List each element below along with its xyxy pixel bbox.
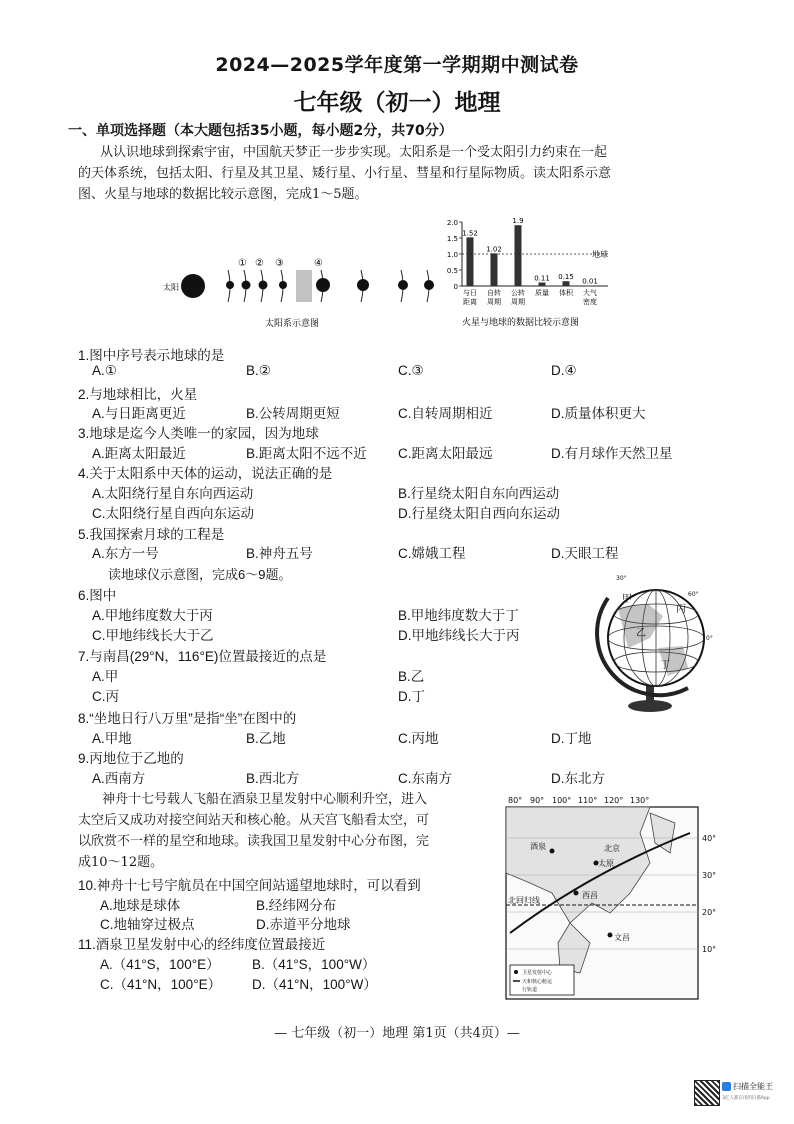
asteroid-belt <box>296 270 312 302</box>
question-1: 1.图中序号表示地球的是 <box>78 348 225 363</box>
q5-option-c[interactable]: C.嫦娥工程 <box>398 546 466 561</box>
q8-option-a[interactable]: A.甲地 <box>92 731 132 746</box>
category-label: 大气 <box>583 289 597 297</box>
y-tick-label: 0 <box>453 283 458 291</box>
q4-option-b[interactable]: B.行星绕太阳自东向西运动 <box>398 486 560 501</box>
q5-option-b[interactable]: B.神舟五号 <box>246 546 313 561</box>
planet-icon <box>259 281 268 290</box>
planet-icon <box>398 280 408 290</box>
category-label: 与日 <box>463 289 477 297</box>
launch-center-map <box>500 793 728 1003</box>
chart-bar <box>491 253 498 286</box>
globe-label-ding: 丁 <box>660 660 670 671</box>
intro-6-9: 读地球仪示意图，完成6～9题。 <box>108 567 292 582</box>
intro-line: 图、火星与地球的数据比较示意图，完成1～5题。 <box>78 187 368 202</box>
q1-option-c[interactable]: C.③ <box>398 363 424 378</box>
bar-value-label: 1.02 <box>486 245 502 254</box>
q9-option-d[interactable]: D.东北方 <box>551 771 605 786</box>
bar-value-label: 0.11 <box>534 274 550 283</box>
question-10: 10.神舟十七号宇航员在中国空间站遥望地球时，可以看到 <box>78 878 421 893</box>
q8-option-b[interactable]: B.乙地 <box>246 731 286 746</box>
planet-icon <box>279 281 287 289</box>
q7-option-c[interactable]: C.丙 <box>92 689 119 704</box>
legend-item: 行轨道 <box>522 987 538 993</box>
lon-label: 80° <box>508 796 523 805</box>
lon-label: 90° <box>530 796 545 805</box>
question-7: 7.与南昌(29°N，116°E)位置最接近的点是 <box>78 649 327 664</box>
mars-earth-chart <box>440 210 620 332</box>
bar-value-label: 1.9 <box>512 217 524 226</box>
place-taiyuan: 太原 <box>598 859 614 868</box>
intro3-line: 神舟十七号载人飞船在酒泉卫星发射中心顺利升空，进入 <box>102 792 428 807</box>
y-tick-label: 1.0 <box>446 251 458 259</box>
q5-option-a[interactable]: A.东方一号 <box>92 546 159 561</box>
globe-diagram <box>588 568 718 720</box>
lon-label: 110° <box>578 796 598 805</box>
globe-label-yi: 乙 <box>636 628 646 639</box>
qr-code-icon <box>694 1080 720 1106</box>
q1-option-d[interactable]: D.④ <box>551 363 577 378</box>
q11-option-d[interactable]: D.（41°N，100°W） <box>252 977 377 992</box>
planet-icon <box>316 278 330 292</box>
planet-icon <box>242 281 251 290</box>
y-tick-label: 0.5 <box>446 267 458 275</box>
chart-title: 火星与地球的数据比较示意图 <box>462 318 580 328</box>
exam-subtitle: 七年级（初一）地理 <box>293 90 501 116</box>
q2-option-a[interactable]: A.与日距离更近 <box>92 406 186 421</box>
section-heading: 一、单项选择题（本大题包括35小题，每小题2分，共70分） <box>68 123 453 139</box>
chart-bar <box>515 225 522 286</box>
q11-option-c[interactable]: C.（41°N，100°E） <box>100 977 222 992</box>
q1-option-a[interactable]: A.① <box>92 363 117 378</box>
intro3-line: 太空后又成功对接空间站天和核心舱。从天宫飞船看太空，可 <box>78 813 430 828</box>
intro-line: 从认识地球到探索宇宙，中国航天梦正一步步实现。太阳系是一个受太阳引力约束在一起 <box>100 145 608 160</box>
category-label: 密度 <box>583 298 597 306</box>
q2-option-c[interactable]: C.自转周期相近 <box>398 406 493 421</box>
category-label: 质量 <box>535 289 549 297</box>
category-label: 周期 <box>511 298 525 306</box>
q11-option-b[interactable]: B.（41°S，100°W） <box>252 957 376 972</box>
q9-option-c[interactable]: C.东南方 <box>398 771 452 786</box>
q9-option-b[interactable]: B.西北方 <box>246 771 300 786</box>
marker-2: ② <box>255 258 264 269</box>
q8-option-d[interactable]: D.丁地 <box>551 731 592 746</box>
camscanner-logo-icon <box>722 1082 731 1091</box>
y-tick-label: 2.0 <box>446 219 458 227</box>
q2-option-b[interactable]: B.公转周期更短 <box>246 406 340 421</box>
category-label: 公转 <box>511 289 525 297</box>
question-5: 5.我国探索月球的工程是 <box>78 527 225 542</box>
lon-label: 100° <box>552 796 572 805</box>
question-3: 3.地球是迄今人类唯一的家园，因为地球 <box>78 426 319 441</box>
q7-option-a[interactable]: A.甲 <box>92 669 119 684</box>
chart-bar <box>587 286 594 287</box>
chart-bar <box>467 237 474 286</box>
legend-item: 卫星发射中心 <box>522 970 553 976</box>
lon-label: 130° <box>630 796 650 805</box>
globe-degree-label: 30° <box>616 575 627 582</box>
q3-option-c[interactable]: C.距离太阳最远 <box>398 446 493 461</box>
sun-icon <box>181 274 205 298</box>
q10-option-b[interactable]: B.经纬网分布 <box>256 898 337 913</box>
q1-option-b[interactable]: B.② <box>246 363 271 378</box>
lat-label: 10° <box>702 945 717 954</box>
page-footer: — 七年级（初一）地理 第1页（共4页）— <box>274 1026 520 1041</box>
question-8: 8.“坐地日行八万里”是指“坐”在图中的 <box>78 711 297 726</box>
lat-label: 40° <box>702 834 717 843</box>
bar-value-label: 0.15 <box>558 273 574 282</box>
question-6: 6.图中 <box>78 588 117 603</box>
exam-title: 2024—2025学年度第一学期期中测试卷 <box>215 54 579 76</box>
place-wenchang: 文昌 <box>614 933 630 942</box>
earth-reference-label: 地球 <box>592 250 608 259</box>
marker-1: ① <box>238 258 247 269</box>
intro3-line: 以欣赏不一样的星空和地球。读我国卫星发射中心分布图，完 <box>78 834 430 849</box>
question-4: 4.关于太阳系中天体的运动，说法正确的是 <box>78 466 333 481</box>
badge-name: 扫描全能王 <box>733 1082 773 1091</box>
question-11: 11.酒泉卫星发射中心的经纬度位置最接近 <box>78 937 326 952</box>
globe-label-jia: 甲 <box>622 594 632 605</box>
q3-option-a[interactable]: A.距离太阳最近 <box>92 446 186 461</box>
place-beijing: 北京 <box>604 844 620 853</box>
lat-label: 20° <box>702 908 717 917</box>
chart-bar <box>563 281 570 286</box>
q5-option-d[interactable]: D.天眼工程 <box>551 546 619 561</box>
q11-option-a[interactable]: A.（41°S，100°E） <box>100 957 220 972</box>
q7-option-d[interactable]: D.丁 <box>398 689 425 704</box>
marker-4: ④ <box>314 258 323 269</box>
q10-option-a[interactable]: A.地球是球体 <box>100 898 181 913</box>
sun-label: 太阳 <box>163 283 179 292</box>
q10-option-d[interactable]: D.赤道平分地球 <box>256 917 351 932</box>
planet-icon <box>226 281 234 289</box>
solar-system-diagram <box>160 248 450 333</box>
planet-icon <box>357 279 369 291</box>
q3-option-b[interactable]: B.距离太阳不远不近 <box>246 446 367 461</box>
place-xichang: 西昌 <box>582 891 598 900</box>
q6-option-c[interactable]: C.甲地纬线长大于乙 <box>92 628 214 643</box>
question-9: 9.丙地位于乙地的 <box>78 751 184 766</box>
q9-option-a[interactable]: A.西南方 <box>92 771 146 786</box>
place-jiuquan: 酒泉 <box>530 842 546 851</box>
q6-option-b[interactable]: B.甲地纬度数大于丁 <box>398 608 519 623</box>
q3-option-d[interactable]: D.有月球作天然卫星 <box>551 446 673 461</box>
question-2: 2.与地球相比，火星 <box>78 387 198 402</box>
category-label: 周期 <box>487 298 501 306</box>
launch-center-marker <box>574 891 579 896</box>
bar-value-label: 1.52 <box>462 229 478 238</box>
globe-degree-label: 60° <box>688 591 699 598</box>
tropic-label: 北回归线 <box>508 896 540 905</box>
legend-item: 天和核心舱运 <box>522 979 553 985</box>
globe-degree-label: 0° <box>706 635 713 642</box>
q8-option-c[interactable]: C.丙地 <box>398 731 439 746</box>
lat-label: 30° <box>702 871 717 880</box>
category-label: 体积 <box>559 289 573 297</box>
q4-option-a[interactable]: A.太阳绕行星自东向西运动 <box>92 486 254 501</box>
solar-caption: 太阳系示意图 <box>265 319 320 329</box>
planet-icon <box>424 280 434 290</box>
chart-bar <box>539 282 546 286</box>
scanner-badge <box>694 1080 782 1110</box>
y-tick-label: 1.5 <box>446 235 458 243</box>
q2-option-d[interactable]: D.质量体积更大 <box>551 406 646 421</box>
legend-marker <box>514 970 518 974</box>
marker-3: ③ <box>275 258 284 269</box>
q6-option-a[interactable]: A.甲地纬度数大于丙 <box>92 608 213 623</box>
intro-line: 的天体系统，包括太阳、行星及其卫星、矮行星、小行星、彗星和行星际物质。读太阳系示意 <box>78 166 612 181</box>
q6-option-d[interactable]: D.甲地纬线长大于丙 <box>398 628 520 643</box>
globe-label-bing: 丙 <box>676 604 686 615</box>
launch-center-marker <box>550 849 555 854</box>
bar-value-label: 0.01 <box>582 277 598 286</box>
q4-option-d[interactable]: D.行星绕太阳自西向东运动 <box>398 506 560 521</box>
category-label: 距离 <box>463 298 477 306</box>
intro3-line: 成10～12题。 <box>78 855 164 870</box>
q7-option-b[interactable]: B.乙 <box>398 669 425 684</box>
launch-center-marker <box>608 933 613 938</box>
q4-option-c[interactable]: C.太阳绕行星自西向东运动 <box>92 506 254 521</box>
badge-sub: 3亿人都在用的扫描App <box>722 1096 770 1101</box>
category-label: 自转 <box>487 289 501 297</box>
q10-option-c[interactable]: C.地轴穿过极点 <box>100 917 195 932</box>
lon-label: 120° <box>604 796 624 805</box>
